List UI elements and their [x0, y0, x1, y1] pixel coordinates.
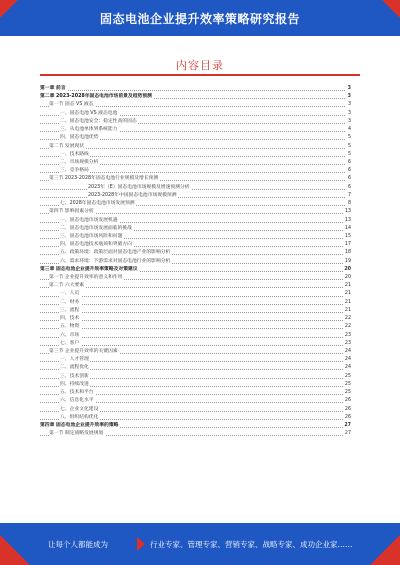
toc-entry-text: 五、物资	[60, 323, 81, 331]
toc-entry-text: 一、人才管理	[60, 356, 90, 364]
toc-leader-dots	[40, 197, 351, 198]
toc-entry-page: 5	[346, 143, 351, 151]
toc-heading-rule	[40, 74, 360, 76]
footer-arrow-icon	[137, 537, 145, 551]
toc-entry[interactable]	[40, 151, 351, 159]
toc-entry-text: 2023-2028年中国固态电池市场规模预测	[88, 192, 178, 200]
report-title: 固态电池企业提升效率策略研究报告	[99, 12, 300, 26]
toc-entry[interactable]	[40, 266, 351, 274]
toc-entry-page: 21	[343, 290, 351, 298]
toc-entry-page: 13	[343, 208, 351, 216]
toc-entry-text: 2023年（E）固态电池市场规模及增速预测分析	[88, 184, 191, 192]
toc-entry[interactable]	[40, 101, 351, 109]
toc-entry-text: 四、持续改进	[60, 381, 90, 389]
toc-entry-text: 第一节 固态 VS 液态	[49, 101, 95, 109]
toc-entry-text: 七、企业文化建设	[60, 406, 100, 414]
footer-slogan-right: 行业专家、管理专家、营销专家、战略专家、成功企业家……	[150, 540, 353, 549]
toc-entry-text: 第四节 影响因素分析	[49, 208, 95, 216]
toc-entry-text: 二、财务	[60, 299, 81, 307]
toc-entry-text: 八、组织结构优化	[60, 414, 100, 422]
toc-entry[interactable]	[40, 307, 351, 315]
toc-entry-text: 三、从电池单体到系统能力	[60, 126, 119, 134]
toc-entry-page: 27	[343, 422, 351, 430]
toc-entry[interactable]	[40, 192, 351, 200]
toc-entry-page: 18	[343, 249, 351, 257]
toc-entry[interactable]	[40, 282, 351, 290]
toc-entry-page: 24	[343, 348, 351, 356]
toc-entry-page: 3	[346, 93, 351, 101]
toc-entry-text: 一、人员	[60, 290, 81, 298]
toc-entry-page: 6	[346, 175, 351, 183]
toc-entry-page: 3	[346, 101, 351, 109]
toc-entry-text: 四、固态电池优势	[60, 134, 100, 142]
toc-entry[interactable]	[40, 225, 351, 233]
toc-entry-text: 二、固态电池市场发展面临的挑战	[60, 225, 133, 233]
toc-entry[interactable]	[40, 340, 351, 348]
toc-leader-dots	[40, 345, 351, 346]
toc-entry-page: 21	[343, 282, 351, 290]
toc-entry-page: 24	[343, 364, 351, 372]
toc-leader-dots	[40, 287, 351, 288]
toc-entry[interactable]	[40, 134, 351, 142]
toc-entry[interactable]	[40, 258, 351, 266]
toc-entry-page: 23	[343, 340, 351, 348]
toc-entry[interactable]	[40, 381, 351, 389]
toc-entry[interactable]	[40, 233, 351, 241]
toc-entry[interactable]	[40, 85, 351, 93]
toc-entry-page: 25	[343, 389, 351, 397]
toc-entry-text: 第四章 固态电池企业提升效率的策略	[40, 422, 120, 430]
toc-entry-text: 第三节 2023-2028年固态电池行业规模及增长预测	[49, 175, 160, 183]
toc-entry-page: 25	[343, 373, 351, 381]
toc-entry-page: 25	[343, 381, 351, 389]
toc-entry-text: 三、技术创新	[60, 373, 90, 381]
toc-entry-page: 6	[346, 184, 351, 192]
toc-entry-page: 20	[343, 274, 351, 282]
toc-entry-text: 第一节 制定战略发展规划	[49, 430, 105, 438]
toc-entry-page: 17	[343, 241, 351, 249]
toc-entry[interactable]	[40, 184, 351, 192]
footer-right-accent	[370, 535, 400, 565]
toc-entry-text: 七、客户	[60, 340, 81, 348]
toc-entry[interactable]	[40, 93, 351, 101]
toc-entry-page: 3	[346, 85, 351, 93]
toc-entry-page: 14	[343, 225, 351, 233]
toc-entry-text: 四、技术	[60, 315, 81, 323]
toc-entry-text: 六、信息化水平	[60, 397, 95, 405]
toc-entry[interactable]	[40, 348, 351, 356]
toc-entry-page: 6	[346, 167, 351, 175]
toc-entry-page: 20	[343, 266, 351, 274]
toc-entry-page: 6	[346, 159, 351, 167]
footer-left-accent	[0, 535, 30, 565]
toc-entry-page: 26	[343, 414, 351, 422]
toc-leader-dots	[40, 328, 351, 329]
toc-entry[interactable]	[40, 118, 351, 126]
report-footer	[0, 523, 400, 565]
toc-entry-text: 二、流程优化	[60, 364, 90, 372]
toc-entry[interactable]	[40, 356, 351, 364]
toc-entry[interactable]	[40, 422, 351, 430]
toc-leader-dots	[40, 337, 351, 338]
toc-entry-text: 一、技术路线	[60, 151, 90, 159]
toc-heading: 内容目录	[176, 59, 224, 72]
toc-entry-text: 二、市场规模分析	[60, 159, 100, 167]
toc-entry-page: 3	[346, 110, 351, 118]
toc-entry-text: 第二节 六大要素	[49, 282, 86, 290]
toc-entry[interactable]	[40, 299, 351, 307]
toc-entry-text: 第一章 前言	[40, 85, 67, 93]
toc-entry[interactable]	[40, 167, 351, 175]
toc-entry[interactable]	[40, 364, 351, 372]
toc-entry-text: 七、2028年固态电池市场发展预测	[60, 200, 136, 208]
toc-entry[interactable]	[40, 414, 351, 422]
toc-entry-page: 26	[343, 406, 351, 414]
toc-leader-dots	[40, 148, 351, 149]
toc-entry-text: 三、固态电池市场风险和问题	[60, 233, 124, 241]
toc-entry-text: 第一节 企业提升效率的意义和作用	[49, 274, 124, 282]
toc-entry-text: 六、市场	[60, 332, 81, 340]
toc-entry-page: 19	[343, 258, 351, 266]
toc-entry-page: 27	[343, 430, 351, 438]
toc-entry-page: 26	[343, 397, 351, 405]
toc-leader-dots	[40, 189, 351, 190]
toc-entry[interactable]	[40, 315, 351, 323]
toc-entry-page: 8	[346, 200, 351, 208]
toc-entry-text: 三、竞争格局	[60, 167, 90, 175]
toc-entry[interactable]	[40, 208, 351, 216]
toc-entry[interactable]	[40, 389, 351, 397]
toc-entry-page: 4	[346, 126, 351, 134]
toc-entry-page: 21	[343, 307, 351, 315]
toc-entry-page: 22	[343, 315, 351, 323]
toc-entry-text: 二、固态电池安全：稳定性高的固态	[60, 118, 138, 126]
toc-entry[interactable]	[40, 332, 351, 340]
toc-entry-text: 第三节 企业提升效率的关键因素	[49, 348, 119, 356]
toc-entry[interactable]	[40, 397, 351, 405]
toc-entry-page: 24	[343, 356, 351, 364]
toc-entry-text: 五、技术和平台	[60, 389, 95, 397]
toc-leader-dots	[40, 90, 351, 91]
toc-entry-text: 五、政策环境：政策层面对固态电池产业的影响分析	[60, 249, 172, 257]
toc-entry-page: 15	[343, 233, 351, 241]
toc-leader-dots	[40, 320, 351, 321]
toc-entry-page: 13	[343, 217, 351, 225]
toc-list	[40, 85, 351, 438]
toc-entry-text: 第二节 发展现状	[49, 143, 86, 151]
toc-entry[interactable]	[40, 406, 351, 414]
toc-entry-page: 22	[343, 323, 351, 331]
footer-slogan-left: 让每个人都能成为	[48, 540, 108, 549]
toc-entry-text: 四、固态电池技术瓶颈和突破方向	[60, 241, 133, 249]
toc-entry[interactable]	[40, 241, 351, 249]
toc-entry[interactable]	[40, 249, 351, 257]
toc-entry[interactable]	[40, 274, 351, 282]
toc-entry-page: 3	[346, 118, 351, 126]
toc-entry[interactable]	[40, 217, 351, 225]
toc-entry[interactable]	[40, 126, 351, 134]
toc-leader-dots	[40, 296, 351, 297]
toc-entry-text: 六、需求环境：下游需求对固态电池行业的影响分析	[60, 258, 172, 266]
report-header	[0, 0, 400, 36]
toc-entry[interactable]	[40, 110, 351, 118]
toc-entry-text: 一、固态电池市场发展机遇	[60, 217, 119, 225]
toc-entry-text: 第二章 2023-2028年固态电池市场前景及趋势预测	[40, 93, 153, 101]
toc-entry[interactable]	[40, 175, 351, 183]
toc-leader-dots	[40, 304, 351, 305]
toc-entry-text: 三、流程	[60, 307, 81, 315]
toc-entry-page: 21	[343, 299, 351, 307]
toc-entry[interactable]	[40, 159, 351, 167]
toc-entry[interactable]	[40, 323, 351, 331]
toc-entry-page: 23	[343, 332, 351, 340]
toc-entry[interactable]	[40, 430, 351, 438]
toc-entry[interactable]	[40, 373, 351, 381]
toc-entry-page: 5	[346, 134, 351, 142]
toc-entry[interactable]	[40, 200, 351, 208]
toc-entry[interactable]	[40, 290, 351, 298]
toc-entry-text: 第三章 固态电池企业提升效率策略及对策建议	[40, 266, 139, 274]
toc-entry[interactable]	[40, 143, 351, 151]
toc-entry-page: 5	[346, 151, 351, 159]
toc-leader-dots	[40, 312, 351, 313]
toc-entry-text: 一、固态电池 VS 液态电池	[60, 110, 119, 118]
toc-entry-page: 7	[346, 192, 351, 200]
